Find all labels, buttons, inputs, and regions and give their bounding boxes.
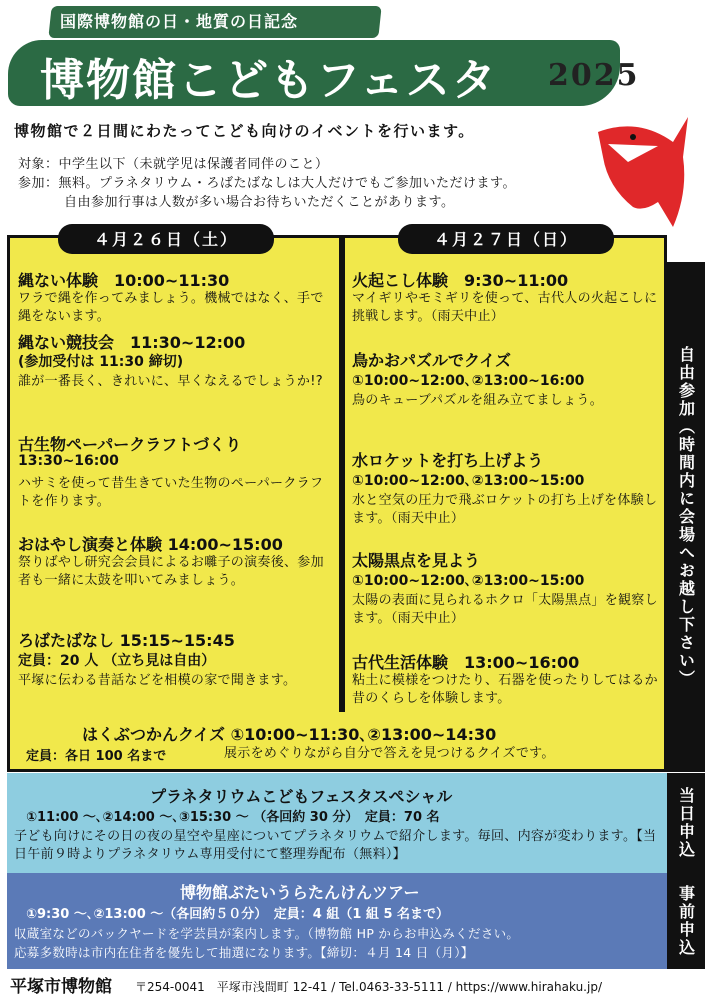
event-title: 太陽黒点を見よう <box>352 551 481 570</box>
event-sub: ①10:00~12:00､②13:00~15:00 <box>352 473 585 489</box>
tour-title: 博物館ぶたいうらたんけんツアー <box>180 883 420 902</box>
tour-desc-2: 応募多数時は市内在住者を優先して抽選になります。【締切：４月 14 日（月）】 <box>14 945 474 960</box>
museum-name: 平塚市博物館 <box>10 977 112 997</box>
page-title: 博物館こどもフェスタ <box>40 55 498 106</box>
target-text: 対象：中学生以下（未就学児は保護者同伴のこと） <box>18 157 329 172</box>
planetarium-times: ①11:00 ～､②14:00 ～､③15:30 ～ （各回約 30 分） 定員：70 名 <box>26 810 440 825</box>
event-title: 縄ない競技会 11:30~12:00 <box>18 333 246 352</box>
year-label: 2025 <box>548 58 640 93</box>
day1-tab: ４月２６日（土） <box>58 224 274 254</box>
event-sub: 定員：20 人 （立ち見は自由） <box>18 653 216 669</box>
fee-text: 参加：無料。プラネタリウム・ろばたばなしは大人だけでもご参加いただけます。 <box>18 176 516 191</box>
event-sub: ①10:00~12:00､②13:00~16:00 <box>352 373 585 389</box>
day2-tab: ４月２７日（日） <box>398 224 614 254</box>
event-sub: ①10:00~12:00､②13:00~15:00 <box>352 573 585 589</box>
footer-info: 〒254-0041 平塚市浅間町 12-41 / Tel.0463-33-5111 / https://www.hirahaku.jp/ <box>135 980 602 994</box>
planetarium-title: プラネタリウムこどもフェスタスペシャル <box>150 787 453 806</box>
event-desc: 祭りばやし研究会会員によるお囃子の演奏後、参加者も一緒に太鼓を叩いてみましょう。 <box>18 555 324 588</box>
quiz-desc: 展示をめぐりながら自分で答えを見つけるクイズです。 <box>224 746 555 761</box>
event-desc: 鳥のキューブパズルを組み立てましょう。 <box>352 393 604 408</box>
event-title: ろばたばなし 15:15~15:45 <box>18 631 235 650</box>
advance-label: 事前申込 <box>667 873 705 969</box>
event-title: 鳥かおパズルでクイズ <box>352 351 512 370</box>
event-sub: (参加受付は 11:30 締切) <box>18 354 184 370</box>
event-desc: 粘土に模様をつけたり、石器を使ったりしてはるか昔のくらしを体験します。 <box>352 673 658 706</box>
event-sub: 13:30~16:00 <box>18 453 119 469</box>
event-desc: 平塚に伝わる昔話などを相模の家で聞きます。 <box>18 673 297 688</box>
same-day-label: 当日申込 <box>667 773 705 873</box>
event-desc: ハサミを使って昔生きていた生物のペーパークラフトを作ります。 <box>18 476 324 509</box>
event-desc: 誰が一番長く、きれいに、早くなえるでしょうか!? <box>18 374 323 389</box>
quiz-title: はくぶつかんクイズ ①10:00~11:30､②13:00~14:30 <box>82 725 497 744</box>
event-title: おはやし演奏と体験 14:00~15:00 <box>18 535 283 554</box>
planetarium-desc: 子ども向けにその日の夜の星空や星座についてプラネタリウムで紹介します。毎回、内容が変わります。【当日午前９時よりプラネタリウム専用受付にて整理券配布（無料）】 <box>14 829 657 862</box>
event-desc: 水と空気の圧力で飛ぶロケットの打ち上げを体験します。（雨天中止） <box>352 493 658 526</box>
event-title: 古生物ペーパークラフトづくり <box>18 435 242 454</box>
quiz-capacity: 定員：各日 100 名まで <box>26 749 167 764</box>
tour-desc-1: 収蔵室などのバックヤードを学芸員が案内します。（博物館 HP からお申込みください。 <box>14 926 520 941</box>
lead-text: 博物館で２日間にわたってこども向けのイベントを行います。 <box>14 122 475 140</box>
event-title: 古代生活体験 13:00~16:00 <box>352 653 580 672</box>
event-desc: マイギリやモミギリを使って、古代人の火起こしに挑戦します。（雨天中止） <box>352 291 658 324</box>
event-title: 縄ない体験 10:00~11:30 <box>18 271 230 290</box>
free-entry-label: 自由参加（時間内に会場へお越し下さい） <box>667 262 705 772</box>
shark-icon <box>588 112 698 232</box>
event-title: 火起こし体験 9:30~11:00 <box>352 271 569 290</box>
event-desc: ワラで縄を作ってみましょう。機械ではなく、手で縄をないます。 <box>18 291 324 324</box>
event-title: 水ロケットを打ち上げよう <box>352 451 544 470</box>
top-label: 国際博物館の日・地質の日記念 <box>60 12 299 31</box>
tour-times: ①9:30 ～､②13:00 ～（各回約５０分） 定員：4 組（1 組 5 名まで） <box>26 907 450 922</box>
note-text: 自由参加行事は人数が多い場合お待ちいただくことがあります。 <box>64 195 455 210</box>
event-desc: 太陽の表面に見られるホクロ「太陽黒点」を観察します。（雨天中止） <box>352 593 658 626</box>
